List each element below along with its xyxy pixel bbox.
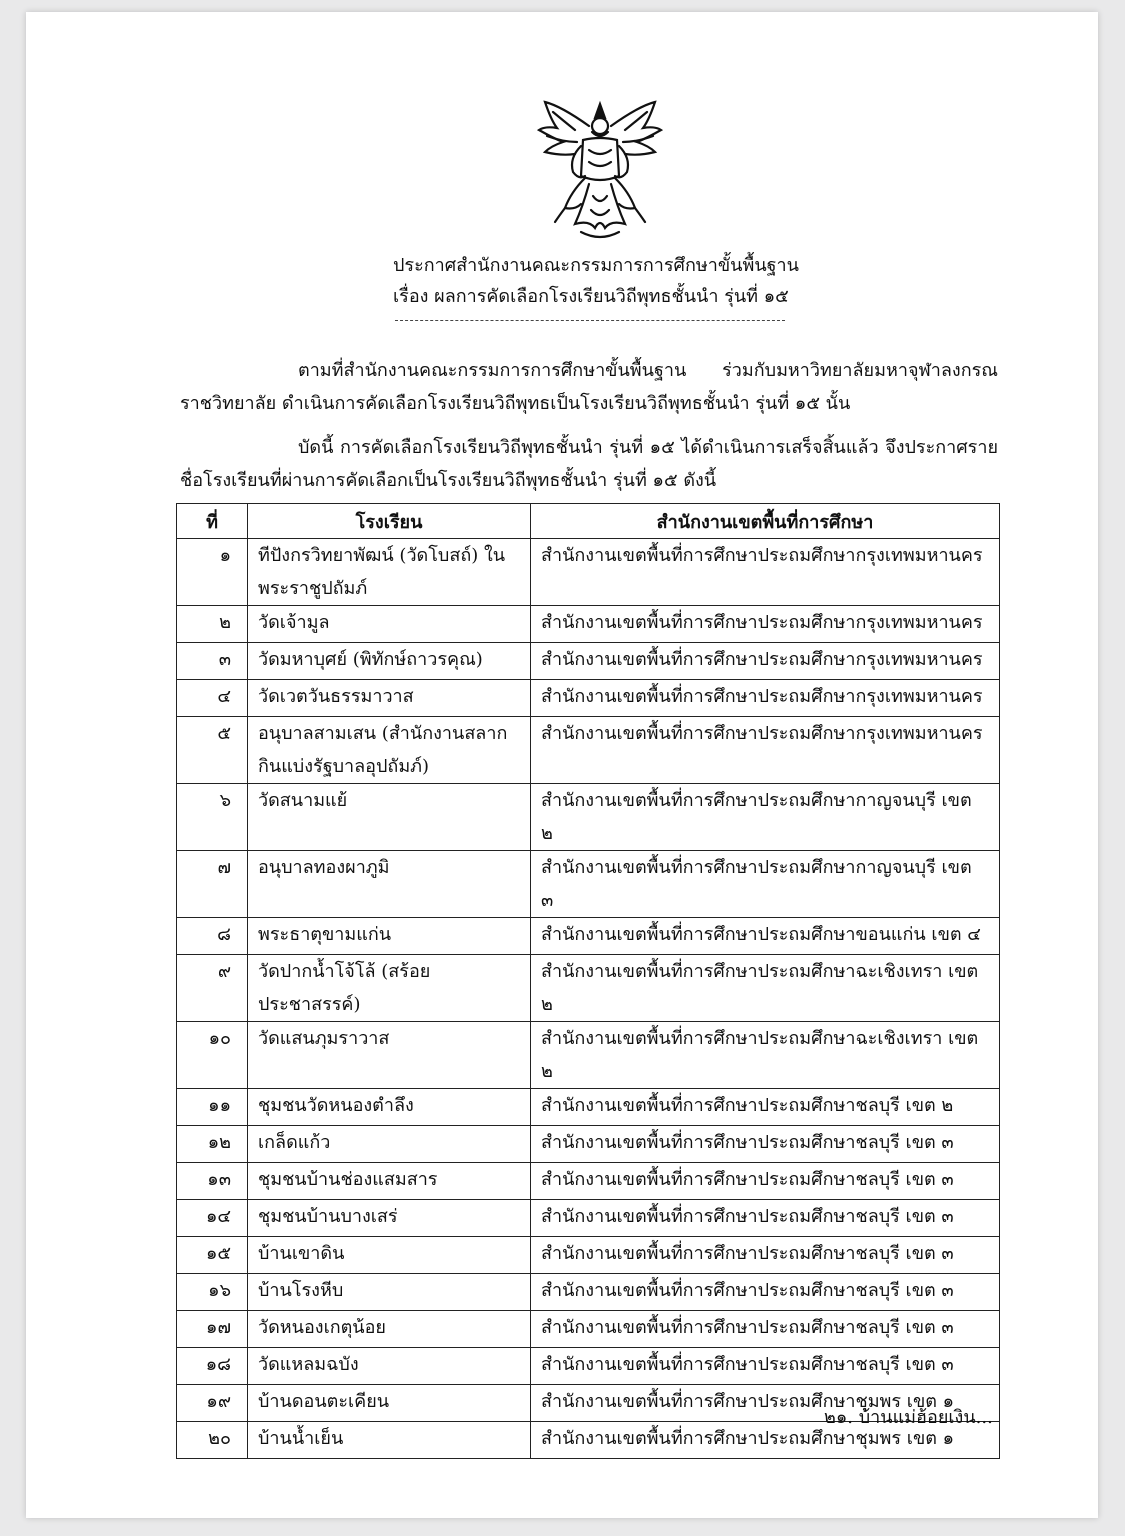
row-number: ๑๗	[177, 1311, 248, 1348]
row-number: ๑๔	[177, 1200, 248, 1237]
school-name: วัดหนองเกตุน้อย	[248, 1311, 531, 1348]
table-row	[177, 1274, 1000, 1311]
announcement-subject: เรื่อง ผลการคัดเลือกโรงเรียนวิถีพุทธชั้นนำ รุ่นที่ ๑๕	[393, 286, 789, 307]
table-row	[177, 1237, 1000, 1274]
school-name: อนุบาลทองผาภูมิ	[248, 851, 531, 918]
school-name: เกล็ดแก้ว	[248, 1126, 531, 1163]
area-office: สำนักงานเขตพื้นที่การศึกษาประถมศึกษาขอนแก่น เขต ๔	[531, 918, 1000, 955]
school-name: ทีปังกรวิทยาพัฒน์ (วัดโบสถ์) ในพระราชูปถัมภ์	[248, 539, 531, 606]
area-office: สำนักงานเขตพื้นที่การศึกษาประถมศึกษากรุงเทพมหานคร	[531, 680, 1000, 717]
row-number: ๓	[177, 643, 248, 680]
table-row	[177, 851, 1000, 918]
row-number: ๑๙	[177, 1385, 248, 1422]
area-office: สำนักงานเขตพื้นที่การศึกษาประถมศึกษากรุงเทพมหานคร	[531, 643, 1000, 680]
header-school: โรงเรียน	[248, 504, 531, 539]
area-office: สำนักงานเขตพื้นที่การศึกษาประถมศึกษาชลบุรี เขต ๓	[531, 1274, 1000, 1311]
school-name: ชุมชนบ้านบางเสร่	[248, 1200, 531, 1237]
row-number: ๑๐	[177, 1022, 248, 1089]
table-row	[177, 1022, 1000, 1089]
header-no: ที่	[177, 504, 248, 539]
school-name: วัดเจ้ามูล	[248, 606, 531, 643]
area-office: สำนักงานเขตพื้นที่การศึกษาประถมศึกษาชุมพร เขต ๑	[531, 1422, 1000, 1459]
table-row	[177, 643, 1000, 680]
school-name: วัดแหลมฉบัง	[248, 1348, 531, 1385]
garuda-emblem-icon	[531, 96, 669, 246]
table-row	[177, 1200, 1000, 1237]
row-number: ๑๕	[177, 1237, 248, 1274]
paragraph-intro	[180, 354, 998, 420]
area-office: สำนักงานเขตพื้นที่การศึกษาประถมศึกษาชลบุรี เขต ๓	[531, 1126, 1000, 1163]
table-row	[177, 680, 1000, 717]
paragraph-announcement	[180, 431, 998, 497]
table-row	[177, 1089, 1000, 1126]
table-row	[177, 606, 1000, 643]
row-number: ๒	[177, 606, 248, 643]
school-list-table	[176, 503, 1000, 1459]
paragraph-announcement-text: บัดนี้ การคัดเลือกโรงเรียนวิถีพุทธชั้นนำ รุ่นที่ ๑๕ ได้ดำเนินการเสร็จสิ้นแล้ว จึงประกาศรายชื่อโรงเรียนที่ผ่านการคัดเลือกเป็นโรงเรียนวิถีพุทธชั้นนำ รุ่นที่ ๑๕ ดังนี้	[180, 437, 998, 491]
paragraph-intro-text: ตามที่สำนักงานคณะกรรมการการศึกษาขั้นพื้นฐาน ร่วมกับมหาวิทยาลัยมหาจุฬาลงกรณราชวิทยาลัย ดำเนินการคัดเลือกโรงเรียนวิถีพุทธเป็นโรงเรียนวิถีพุทธชั้นนำ รุ่นที่ ๑๕ นั้น	[180, 360, 998, 414]
school-name: พระธาตุขามแก่น	[248, 918, 531, 955]
school-name: วัดปากน้ำโจ้โล้ (สร้อยประชาสรรค์)	[248, 955, 531, 1022]
table-row	[177, 717, 1000, 784]
area-office: สำนักงานเขตพื้นที่การศึกษาประถมศึกษากาญจนบุรี เขต ๒	[531, 784, 1000, 851]
row-number: ๑	[177, 539, 248, 606]
area-office: สำนักงานเขตพื้นที่การศึกษาประถมศึกษาชลบุรี เขต ๒	[531, 1089, 1000, 1126]
school-name: วัดมหาบุศย์ (พิทักษ์ถาวรคุณ)	[248, 643, 531, 680]
row-number: ๑๑	[177, 1089, 248, 1126]
row-number: ๖	[177, 784, 248, 851]
area-office: สำนักงานเขตพื้นที่การศึกษาประถมศึกษากรุงเทพมหานคร	[531, 606, 1000, 643]
row-number: ๘	[177, 918, 248, 955]
document-page	[26, 12, 1098, 1518]
school-name: บ้านดอนตะเคียน	[248, 1385, 531, 1422]
header-area: สำนักงานเขตพื้นที่การศึกษา	[531, 504, 1000, 539]
table-row	[177, 1163, 1000, 1200]
school-name: ชุมชนวัดหนองตำลึง	[248, 1089, 531, 1126]
table-row	[177, 784, 1000, 851]
school-name: วัดสนามแย้	[248, 784, 531, 851]
row-number: ๔	[177, 680, 248, 717]
row-number: ๑๒	[177, 1126, 248, 1163]
continuation-note: ๒๑. บ้านแม่ฮ้อยเงิน...	[824, 1407, 993, 1428]
table-row	[177, 1348, 1000, 1385]
announcement-header	[360, 250, 800, 321]
school-name: บ้านน้ำเย็น	[248, 1422, 531, 1459]
school-name: ชุมชนบ้านช่องแสมสาร	[248, 1163, 531, 1200]
area-office: สำนักงานเขตพื้นที่การศึกษาประถมศึกษาชลบุรี เขต ๓	[531, 1163, 1000, 1200]
row-number: ๑๖	[177, 1274, 248, 1311]
row-number: ๙	[177, 955, 248, 1022]
area-office: สำนักงานเขตพื้นที่การศึกษาประถมศึกษากรุงเทพมหานคร	[531, 717, 1000, 784]
school-name: วัดแสนภุมราวาส	[248, 1022, 531, 1089]
announcement-title: ประกาศสำนักงานคณะกรรมการการศึกษาขั้นพื้นฐาน	[393, 255, 799, 276]
school-name: บ้านเขาดิน	[248, 1237, 531, 1274]
table-row	[177, 918, 1000, 955]
area-office: สำนักงานเขตพื้นที่การศึกษาประถมศึกษากรุงเทพมหานคร	[531, 539, 1000, 606]
area-office: สำนักงานเขตพื้นที่การศึกษาประถมศึกษากาญจนบุรี เขต ๓	[531, 851, 1000, 918]
row-number: ๗	[177, 851, 248, 918]
school-name: อนุบาลสามเสน (สำนักงานสลากกินแบ่งรัฐบาลอุปถัมภ์)	[248, 717, 531, 784]
table-row	[177, 955, 1000, 1022]
table-row	[177, 539, 1000, 606]
school-name: วัดเวตวันธรรมาวาส	[248, 680, 531, 717]
area-office: สำนักงานเขตพื้นที่การศึกษาประถมศึกษาฉะเชิงเทรา เขต ๒	[531, 955, 1000, 1022]
table-row	[177, 1311, 1000, 1348]
row-number: ๕	[177, 717, 248, 784]
area-office: สำนักงานเขตพื้นที่การศึกษาประถมศึกษาชลบุรี เขต ๓	[531, 1237, 1000, 1274]
header-divider	[395, 320, 785, 321]
area-office: สำนักงานเขตพื้นที่การศึกษาประถมศึกษาชลบุรี เขต ๓	[531, 1311, 1000, 1348]
row-number: ๑๘	[177, 1348, 248, 1385]
area-office: สำนักงานเขตพื้นที่การศึกษาประถมศึกษาชุมพร เขต ๑	[531, 1385, 1000, 1422]
row-number: ๑๓	[177, 1163, 248, 1200]
area-office: สำนักงานเขตพื้นที่การศึกษาประถมศึกษาฉะเชิงเทรา เขต ๒	[531, 1022, 1000, 1089]
area-office: สำนักงานเขตพื้นที่การศึกษาประถมศึกษาชลบุรี เขต ๓	[531, 1348, 1000, 1385]
table-header-row	[177, 504, 1000, 539]
row-number: ๒๐	[177, 1422, 248, 1459]
table-row	[177, 1126, 1000, 1163]
area-office: สำนักงานเขตพื้นที่การศึกษาประถมศึกษาชลบุรี เขต ๓	[531, 1200, 1000, 1237]
school-name: บ้านโรงหีบ	[248, 1274, 531, 1311]
